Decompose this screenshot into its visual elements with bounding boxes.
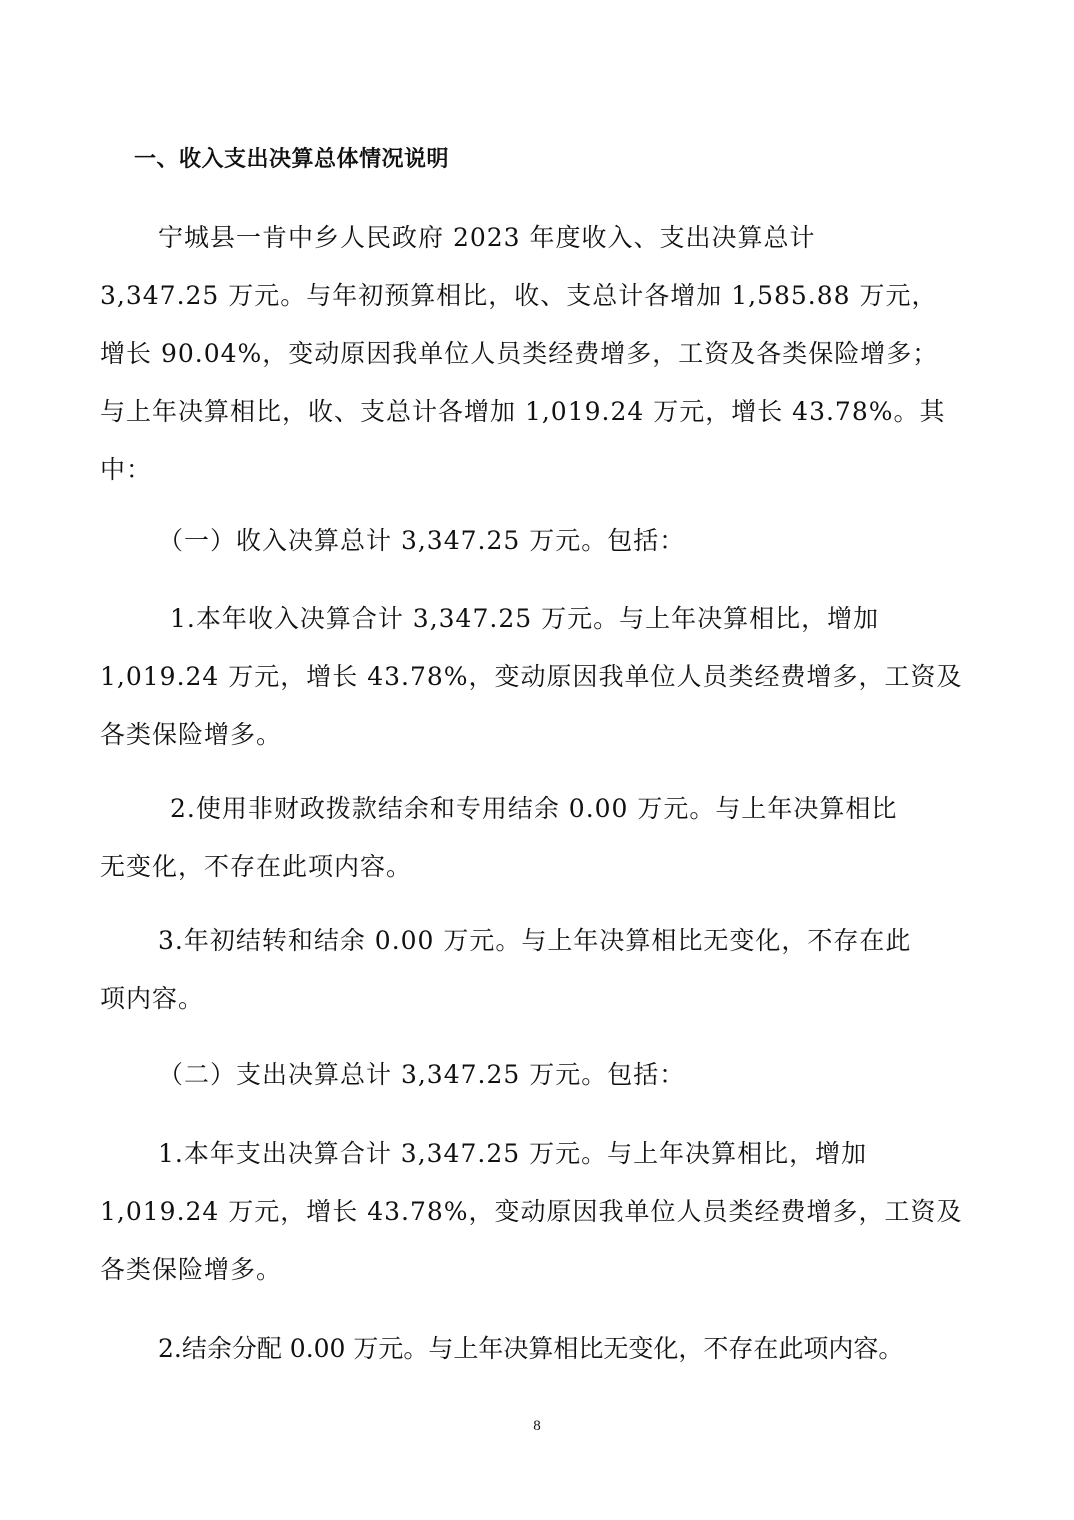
paragraph-line: 项内容。 — [100, 984, 205, 1013]
paragraph-line: 增长 90.04%，变动原因我单位人员类经费增多，工资及各类保险增多； — [100, 339, 939, 368]
paragraph-line: 1,019.24 万元，增长 43.78%，变动原因我单位人员类经费增多，工资及 — [100, 1197, 963, 1226]
income-item-2 — [100, 780, 978, 896]
paragraph-line: 无变化，不存在此项内容。 — [100, 852, 413, 881]
paragraph-line: （一）收入决算总计 3,347.25 万元。包括： — [158, 526, 686, 555]
paragraph-line: 各类保险增多。 — [100, 1255, 283, 1284]
paragraph-line: 各类保险增多。 — [100, 720, 283, 749]
income-total-heading — [100, 512, 978, 570]
income-item-1 — [100, 590, 978, 764]
paragraph-line: 与上年决算相比，收、支总计各增加 1,019.24 万元，增长 43.78%。其 — [100, 397, 946, 426]
paragraph-line: 3.年初结转和结余 0.00 万元。与上年决算相比无变化，不存在此 — [158, 926, 912, 955]
paragraph-line: 1,019.24 万元，增长 43.78%，变动原因我单位人员类经费增多，工资及 — [100, 662, 963, 691]
expenditure-item-1 — [100, 1125, 978, 1299]
section-heading: 一、收入支出决算总体情况说明 — [134, 147, 450, 172]
paragraph-line: 1.本年支出决算合计 3,347.25 万元。与上年决算相比，增加 — [158, 1139, 868, 1168]
paragraph-line: 3,347.25 万元。与年初预算相比，收、支总计各增加 1,585.88 万元， — [100, 281, 938, 310]
paragraph-line: （二）支出决算总计 3,347.25 万元。包括： — [158, 1060, 686, 1089]
paragraph-line: 中： — [100, 455, 153, 484]
expenditure-item-2 — [100, 1320, 978, 1378]
paragraph-line: 1.本年收入决算合计 3,347.25 万元。与上年决算相比，增加 — [170, 604, 880, 633]
intro-paragraph — [100, 209, 978, 499]
page-number: 8 — [533, 1418, 541, 1434]
expenditure-total-heading — [100, 1046, 978, 1104]
paragraph-line: 2.结余分配 0.00 万元。与上年决算相比无变化，不存在此项内容。 — [158, 1334, 904, 1363]
income-item-3 — [100, 912, 978, 1028]
paragraph-line: 宁城县一肯中乡人民政府 2023 年度收入、支出决算总计 — [158, 223, 816, 252]
paragraph-line: 2.使用非财政拨款结余和专用结余 0.00 万元。与上年决算相比 — [170, 794, 898, 823]
